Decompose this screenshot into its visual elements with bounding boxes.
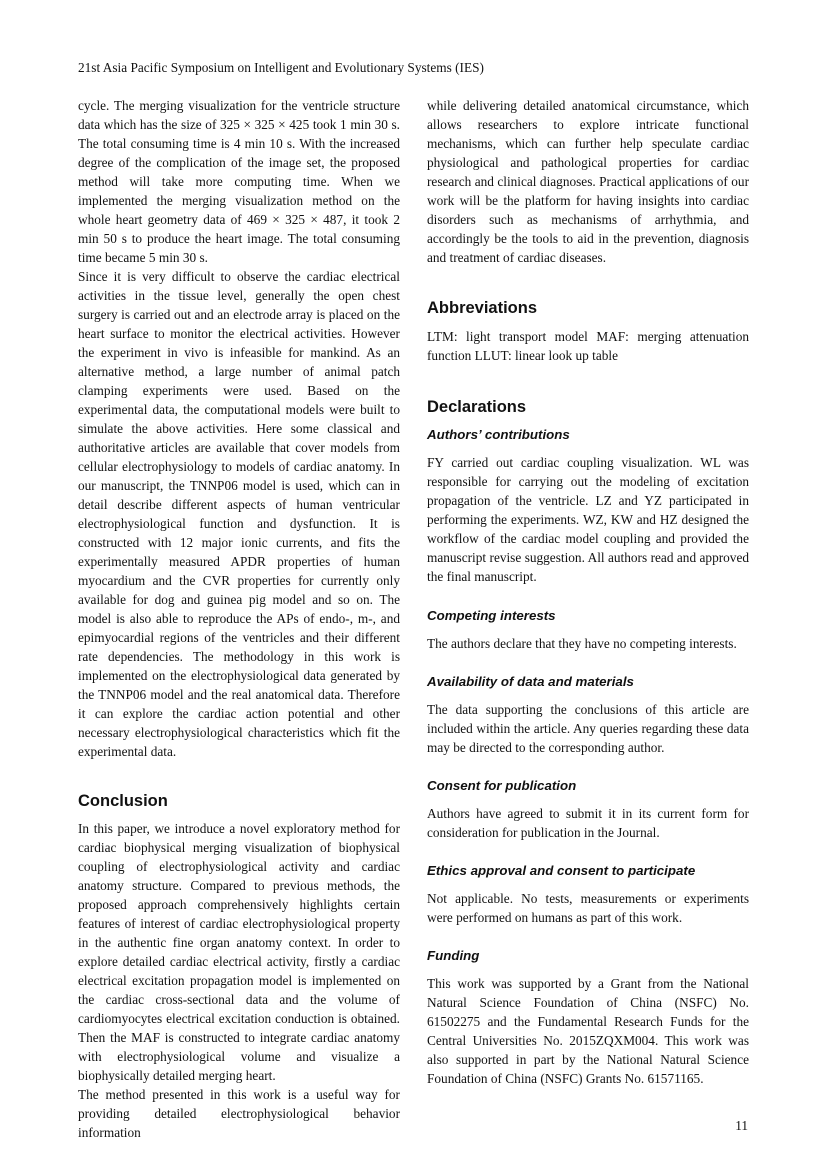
availability-text: The data supporting the conclusions of this article are included within the article. Any queries regarding these data may be directed to the corresponding author. [427,702,749,755]
competing-interests-heading: Competing interests [427,608,556,623]
body-paragraph-models: Since it is very difficult to observe the cardiac electrical activities in the tissue level, generally the open chest surgery is carried out and an electrode array is placed on the heart surface to monitor the electrical activities. However the experiment in vivo is infeasible for mankind. As an alternative method, a large number of animal patch clamping experiments were used. Based on the experimental data, the computational models were built to simulate the above activities. Here some classical and authoritative articles are available that cover models from cellular electrophysiology to models of cardiac anatomy. In our manuscript, the TNNP06 model is used, which can in detail describe different aspects of human ventricular electrophysiological function and dysfunction. It is constructed with 12 major ionic currents, and fits the experimentally measured APDR properties of human myocardium and the CVR properties for currently only available for dog and guinea pig model and so on. The model is also able to reproduce the APs of endo-, m-, and epimyocardial regions of the ventricles and their different rate dependencies. The methodology in this work is implemented on the electrophysiological data generated by the TNNP06 model and the real anatomical data. Therefore it can explore the cardiac action potential and other necessary electrophysiological characteristics which fit the experimental data. [78,269,400,759]
right-column [427,96,749,1088]
availability-heading: Availability of data and materials [427,674,634,689]
abbreviations-heading: Abbreviations [427,299,538,317]
consent-text: Authors have agreed to submit it in its current form for consideration for publication in the Journal. [427,806,749,840]
authors-contributions-text: FY carried out cardiac coupling visualization. WL was responsible for carrying out the modeling of excitation propagation of the ventricle. LZ and YZ participated in performing the experiments. WZ, KW and HZ designed the workflow of the cardiac model coupling and provided the manuscript revise suggestion. All authors read and approved the final manuscript. [427,455,749,584]
abbreviations-text: LTM: light transport model MAF: merging attenuation function LLUT: linear look up table [427,329,749,363]
consent-heading: Consent for publication [427,778,577,793]
declarations-heading: Declarations [427,398,527,416]
conclusion-paragraph-continued: The method presented in this work is a useful way for providing detailed electrophysiological behavior information [78,1087,400,1140]
running-header: 21st Asia Pacific Symposium on Intelligent and Evolutionary Systems (IES) [78,60,484,75]
conclusion-paragraph: In this paper, we introduce a novel exploratory method for cardiac biophysical merging visualization of biophysical coupling of electrophysiological activity and cardiac anatomy structure. Compared to previous methods, the proposed approach comprehensively highlights certain features of interest of cardiac electrophysiological property in the authentic fine organ anatomy context. In order to explore detailed cardiac electrical activity, firstly a cardiac electrical excitation propagation model is implemented on the cardiac cross-sectional data and the volume of cardiomyocytes electrical excitation conduction is obtained. Then the MAF is constructed to integrate cardiac anatomy with electrophysiological volume and visualize a biophysically detailed merging heart. [78,821,400,1083]
body-paragraph-timing: cycle. The merging visualization for the ventricle structure data which has the size of 325 × 325 × 425 took 1 min 30 s. The total consuming time is 4 min 10 s. With the increased degree of the complication of the image set, the proposed method will take more computing time. When we implemented the merging visualization method on the whole heart geometry data of 469 × 325 × 487, it took 2 min 50 s to produce the heart image. The total consuming time became 5 min 30 s. [78,98,400,265]
funding-heading: Funding [427,948,480,963]
authors-contributions-heading: Authors’ contributions [427,427,570,442]
funding-text: This work was supported by a Grant from the National Natural Science Foundation of China (NSFC) No. 61502275 and the Fundamental Research Funds for the Central Universities No. 2015ZQXM004. This work was also supported in part by the National Natural Science Foundation of China (NSFC) Grants No. 61571165. [427,976,749,1086]
continued-paragraph: while delivering detailed anatomical circumstance, which allows researchers to explore intricate functional mechanisms, which can further help speculate cardiac physiological and pathological properties for cardiac research and clinical diagnoses. Practical applications of our work will be the platform for having insights into cardiac disorders such as mechanisms of arrhythmia, and accordingly be the tools to aid in the prevention, diagnosis and treatment of cardiac diseases. [427,98,749,265]
ethics-text: Not applicable. No tests, measurements or experiments were performed on humans as part of this work. [427,891,749,925]
competing-interests-text: The authors declare that they have no competing interests. [427,636,737,651]
left-column [78,96,400,1142]
page-number: 11 [735,1118,748,1133]
conclusion-heading: Conclusion [78,792,168,810]
ethics-heading: Ethics approval and consent to participate [427,863,696,878]
